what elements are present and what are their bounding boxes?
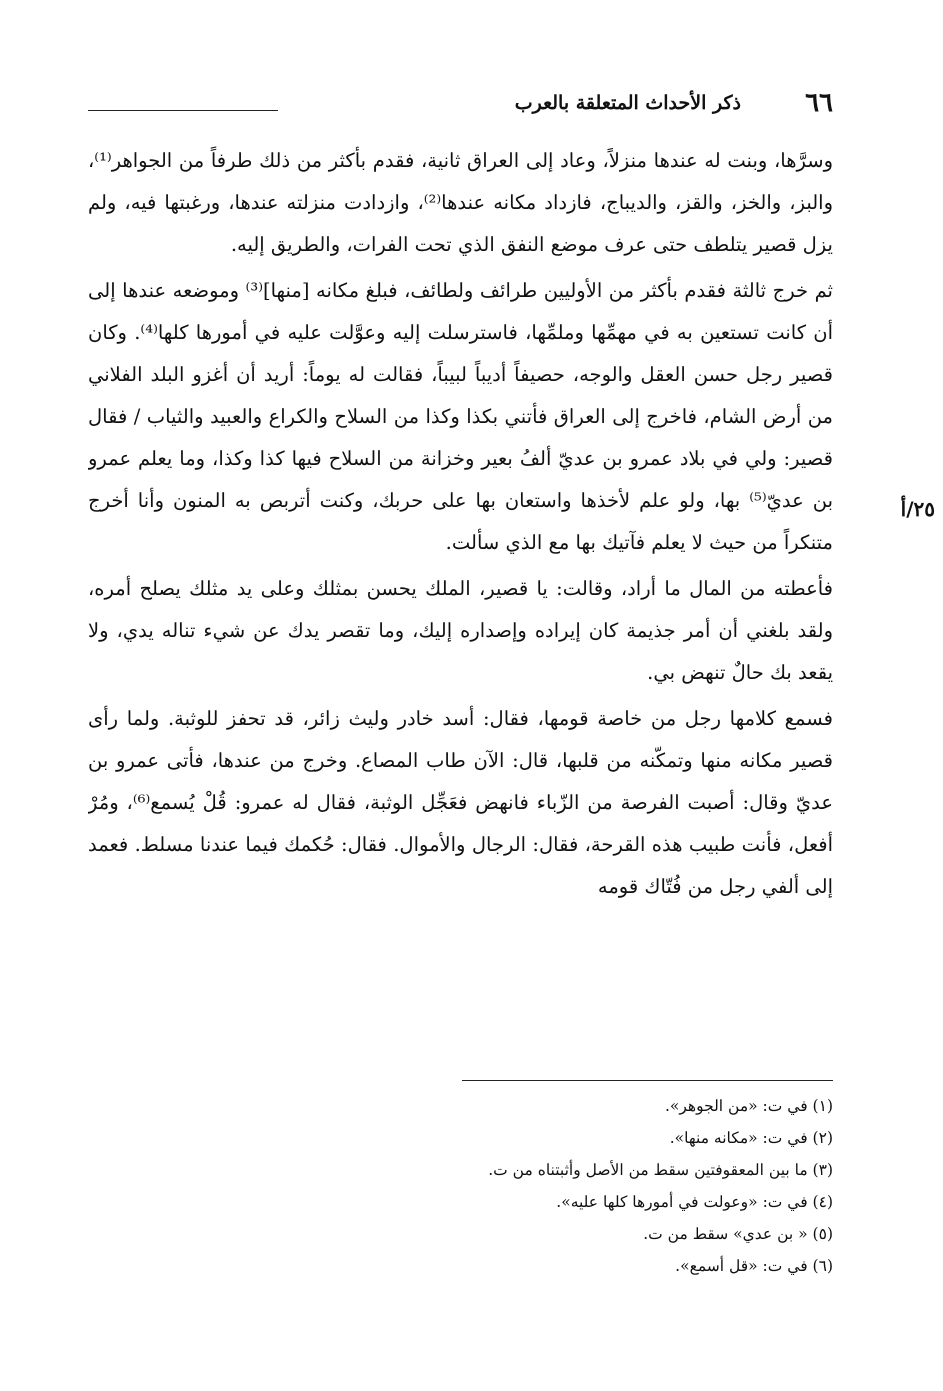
footnote-5: (٥) « بن عدي» سقط من ت. (643, 1225, 833, 1243)
manuscript-folio-reference: ٢٥/أ (900, 497, 935, 521)
paragraph-4: فسمع كلامها رجل من خاصة قومها، فقال: أسد خادر وليث زائر، قد تحفز للوثبة. ولما رأى قصير مكانه منها وتمكّنه من قلبها، قال: الآن طاب المصاع. وخرج من عندها، فأتى عمرو بن عديّ وقال: أصبت الفرصة من الزّباء فانهض فعَجِّل الوثبة، فقال له عمرو: قُلْ يُسمع⁽⁶⁾، ومُرْ أفعل، فأنت طبيب هذه القرحة، فقال: الرجال والأموال. فقال: حُكمك فيما عندنا مسلط. فعمد إلى ألفي رجل من فُتّاك قومه (88, 707, 833, 898)
paragraph-1: وسرَّها، وبنت له عندها منزلاً، وعاد إلى العراق ثانية، فقدم بأكثر من ذلك طرفاً من الجواهر⁽¹⁾، والبز، والخز، والقز، والديباج، فازداد مكانه عندها⁽²⁾، وازدادت منزلته عندها، ورغبتها فيه، ولم يزل قصير يتلطف حتى عرف موضع النفق الذي تحت الفرات، والطريق إليه. (88, 149, 833, 256)
main-text (88, 140, 833, 1040)
footnote-1: (١) في ت: «من الجوهر». (664, 1097, 833, 1115)
paragraph-2: ثم خرج ثالثة فقدم بأكثر من الأوليين طرائف ولطائف، فبلغ مكانه [منها]⁽³⁾ وموضعه عندها إلى أن كانت تستعين به في مهمِّها وملمِّها، فاسترسلت إليه وعوَّلت عليه في أمورها كلها⁽⁴⁾. وكان قصير رجل حسن العقل والوجه، حصيفاً أديباً لبيباً، فقالت له يوماً: أريد أن أغزو البلد الفلاني من أرض الشام، فاخرج إلى العراق فأتني بكذا وكذا من السلاح والكراع والعبيد والثياب / فقال قصير: ولي في بلاد عمرو بن عديّ ألفُ بعير وخزانة من السلاح فيها كذا وكذا، وما يعلم عمرو بن عديّ⁽⁵⁾ بها، ولو علم لأخذها واستعان بها على حربك، وكنت أتربص به المنون وأنا أخرج متنكراً من حيث لا يعلم فآتيك بها مع الذي سألت. (88, 279, 833, 554)
footnote-separator (462, 1080, 833, 1081)
footnote-2: (٢) في ت: «مكانه منها». (669, 1129, 833, 1147)
footnote-3: (٣) ما بين المعقوفتين سقط من الأصل وأثبتناه من ت. (488, 1161, 833, 1179)
footnote-4: (٤) في ت: «وعولت في أمورها كلها عليه». (556, 1193, 833, 1211)
footnotes-list (88, 1090, 833, 1300)
chapter-title: ذكر الأحداث المتعلقة بالعرب (514, 92, 741, 114)
running-header (88, 88, 833, 124)
header-rule (88, 110, 278, 111)
footnote-6: (٦) في ت: «قل أسمع». (675, 1257, 833, 1275)
paragraph-3: فأعطته من المال ما أراد، وقالت: يا قصير، الملك يحسن بمثلك وعلى يد مثلك يصلح أمره، ولقد بلغني أن أمر جذيمة كان إيراده وإصداره إليك، وما تقصر يدك عن شيء تناله يدي، ولا يقعد بك حالٌ تنهض بي. (88, 577, 833, 684)
page-number: ٦٦ (805, 88, 833, 118)
